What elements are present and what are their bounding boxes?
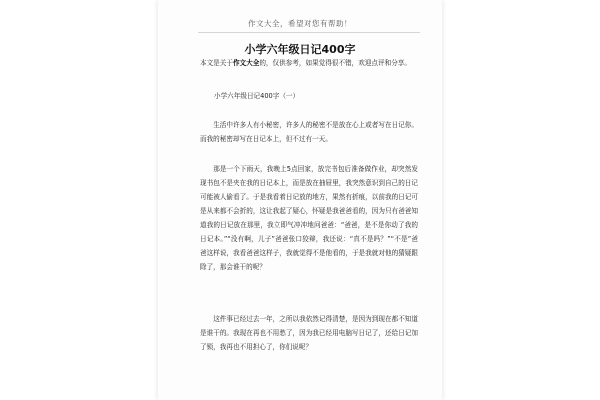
section-subtitle: 小学六年级日记400字（一） [214,92,300,100]
intro-paragraph [200,57,418,70]
intro-suffix: 的，仅供参考，如果觉得很不错，欢迎点评和分享。 [259,59,411,67]
intro-keyword: 作文大全 [232,59,260,67]
body-paragraph-1: 生活中许多人有小秘密，许多人的秘密不是放在心上或者写在日记你。而我的秘密却写在日记本上，但不过有一天。 [200,121,418,143]
document-page [158,0,442,400]
body-paragraph-3: 这件事已经过去一年，之所以我依然记得清楚，是因为到现在都不知道是谁干的。我现在再也不用愁了，因为我已经用电脑写日记了，还给日记加了锁，我再也不用担心了，你们说呢？ [200,315,418,351]
page-title: 小学六年级日记400字 [244,43,356,56]
page-header: 作文大全，希望对您有帮助！ [248,19,352,28]
header-divider [198,32,420,33]
intro-prefix: 本文是关于 [200,59,233,67]
body-paragraph-2: 那是一个下雨天，我晚上5点回家，放完书包后准备做作业，却突然发现书包不是夹在我的日记本上，而是放在抽屉里，我突然意识到自己的日记可能被人偷看了。于是我看着日记放的地方，果然有折痕，以前我的日记可是从来都不会折的，这让我起了疑心，怀疑是我爸爸看的，因为只有爸爸知道我的日记放在那里，我立即气冲冲地问爸爸：“爸爸，是不是你动了我的日记本。”“没有啊，儿子”爸爸张口狡辩，我还说：“真不是吗？”“不是”爸爸这样说，我看爸爸这样子，我就觉得不是他看的，于是我就对他的猜疑跟除了，那会谁干的呢？ [200,165,418,271]
